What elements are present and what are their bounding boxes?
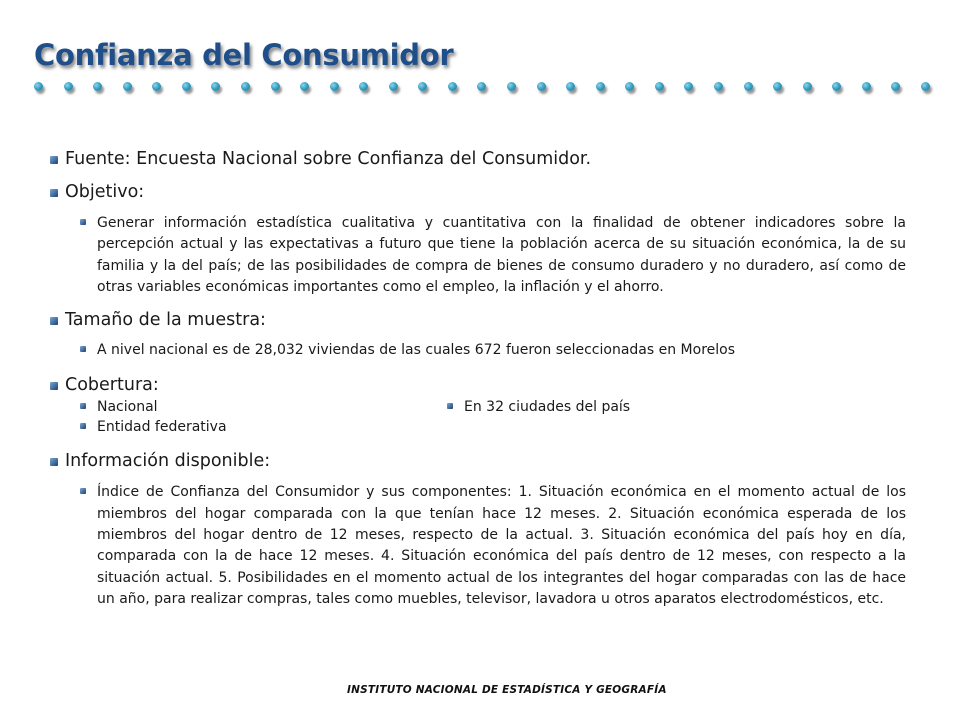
- informacion-description: [80, 482, 906, 610]
- dot-icon: [34, 82, 43, 91]
- dot-icon: [921, 82, 930, 91]
- dot-icon: [182, 82, 191, 91]
- footer-institution-name: INSTITUTO NACIONAL DE ESTADÍSTICA Y GEOGRAFÍA: [347, 684, 667, 696]
- square-bullet-icon: [50, 156, 58, 164]
- dot-icon: [418, 82, 427, 91]
- dot-icon: [359, 82, 368, 91]
- cobertura-item-ciudades: En 32 ciudades del país: [447, 397, 630, 418]
- square-bullet-icon: [80, 346, 86, 352]
- bullet-objetivo: [50, 180, 906, 204]
- square-bullet-icon: [80, 423, 86, 429]
- objetivo-text: Generar información estadística cualitativa y cuantitativa con la finalidad de obtener indicadores sobre la percepción actual y las expectativas a futuro que tiene la población acerca de su situación económica, la de su familia y la del país; de las posibilidades de compra de bienes de consumo duradero y no duradero, así como de otras variables económicas importantes como el empleo, la inflación y el ahorro.: [97, 215, 906, 295]
- fuente-text: Fuente: Encuesta Nacional sobre Confianza del Consumidor.: [65, 149, 592, 169]
- square-bullet-icon: [50, 189, 58, 197]
- square-bullet-icon: [80, 219, 86, 225]
- slide-content: [50, 147, 906, 610]
- dot-icon: [152, 82, 161, 91]
- objetivo-description: [80, 213, 906, 298]
- dot-icon: [625, 82, 634, 91]
- bullet-tamano-muestra: [50, 308, 906, 332]
- muestra-label: Tamaño de la muestra:: [65, 310, 266, 331]
- dot-icon: [93, 82, 102, 91]
- dot-icon: [744, 82, 753, 91]
- square-bullet-icon: [50, 317, 58, 325]
- cobertura-list: [50, 397, 906, 441]
- dot-icon: [537, 82, 546, 91]
- square-bullet-icon: [50, 458, 58, 466]
- dot-icon: [566, 82, 575, 91]
- informacion-label: Información disponible:: [65, 451, 271, 472]
- dot-icon: [64, 82, 73, 91]
- muestra-description: [80, 340, 906, 361]
- dot-icon: [803, 82, 812, 91]
- muestra-text: A nivel nacional es de 28,032 viviendas de las cuales 672 fueron seleccionadas en Morelos: [97, 342, 736, 359]
- dot-icon: [389, 82, 398, 91]
- dot-icon: [832, 82, 841, 91]
- dot-icon: [773, 82, 782, 91]
- bullet-cobertura: [50, 373, 906, 397]
- dot-icon: [271, 82, 280, 91]
- dot-icon: [300, 82, 309, 91]
- bullet-informacion-disponible: [50, 449, 906, 473]
- bullet-fuente: [50, 147, 906, 171]
- square-bullet-icon: [80, 488, 86, 494]
- dot-icon: [714, 82, 723, 91]
- square-bullet-icon: [80, 403, 86, 409]
- cobertura-label: Cobertura:: [65, 375, 159, 396]
- dot-icon: [241, 82, 250, 91]
- decorative-dot-divider: [34, 79, 930, 93]
- dot-icon: [596, 82, 605, 91]
- dot-icon: [211, 82, 220, 91]
- dot-icon: [507, 82, 516, 91]
- dot-icon: [330, 82, 339, 91]
- cobertura-item-nacional: Nacional: [80, 397, 158, 418]
- dot-icon: [655, 82, 664, 91]
- dot-icon: [477, 82, 486, 91]
- dot-icon: [891, 82, 900, 91]
- square-bullet-icon: [50, 382, 58, 390]
- cobertura-item-entidad: Entidad federativa: [80, 417, 227, 438]
- objetivo-label: Objetivo:: [65, 182, 145, 202]
- dot-icon: [123, 82, 132, 91]
- square-bullet-icon: [447, 403, 453, 409]
- dot-icon: [684, 82, 693, 91]
- dot-icon: [448, 82, 457, 91]
- dot-icon: [862, 82, 871, 91]
- informacion-text: Índice de Confianza del Consumidor y sus componentes: 1. Situación económica en el momento actual de los miembros del hogar comparada con la que tenían hace 12 meses. 2. Situación económica esperada de los miembros del hogar dentro de 12 meses, respecto de la actual. 3. Situación económica del país hoy en día, comparada con la de hace 12 meses. 4. Situación económica del país dentro de 12 meses, con respecto a la situación actual. 5. Posibilidades en el momento actual de los integrantes del hogar comparadas con las de hace un año, para realizar compras, tales como muebles, televisor, lavadora u otros aparatos electrodomésticos, etc.: [97, 484, 906, 607]
- page-title: Confianza del Consumidor: [34, 38, 454, 72]
